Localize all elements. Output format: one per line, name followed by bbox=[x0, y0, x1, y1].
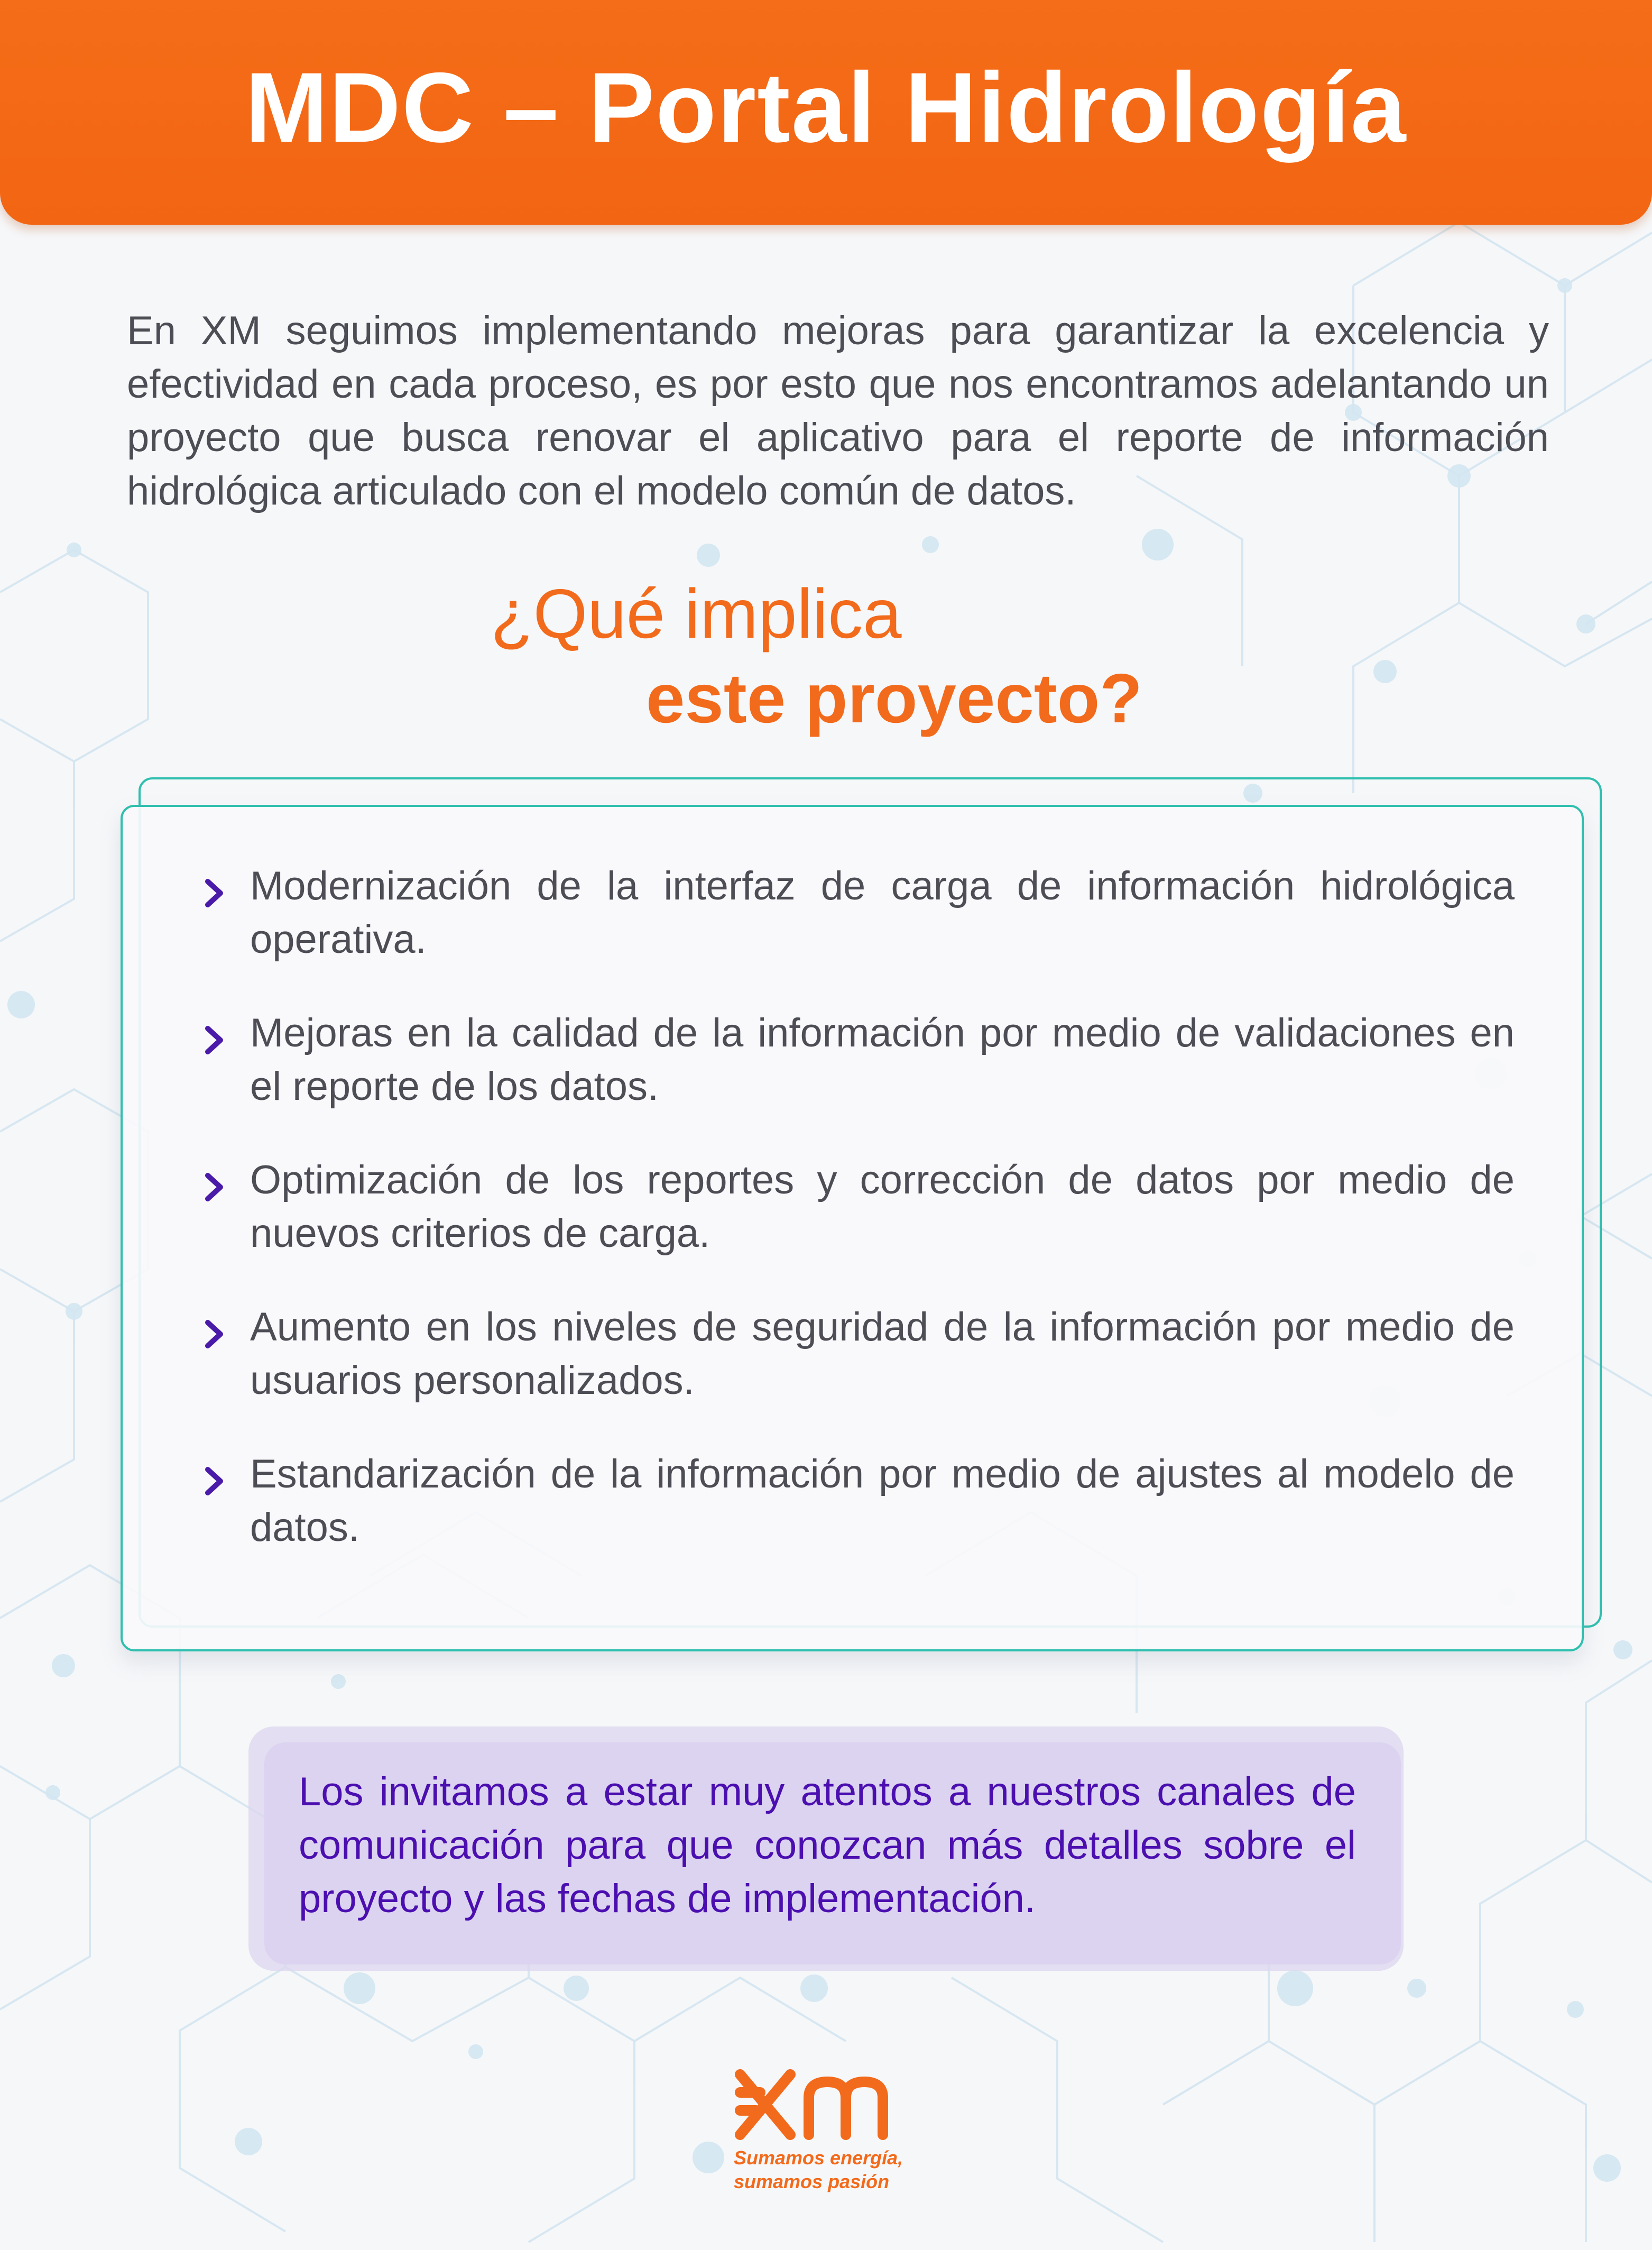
project-items-list bbox=[204, 859, 1515, 1594]
chevron-right-icon bbox=[204, 877, 225, 909]
section-heading-line-2: este proyecto? bbox=[646, 659, 1142, 737]
list-item bbox=[204, 1300, 1515, 1447]
chevron-right-icon bbox=[204, 1171, 225, 1203]
chevron-right-icon bbox=[204, 1465, 225, 1497]
chevron-right-icon bbox=[204, 1318, 225, 1350]
tagline-line-1: Sumamos energía, bbox=[734, 2147, 903, 2169]
list-item bbox=[204, 1006, 1515, 1153]
callout-text: Los invitamos a estar muy atentos a nuestros canales de comunicación para que conozcan más detalles sobre el proyecto y las fechas de implementación. bbox=[299, 1769, 1356, 1921]
chevron-right-icon bbox=[204, 1024, 225, 1056]
list-item-text: Optimización de los reportes y corrección de datos por medio de nuevos criterios de carga. bbox=[250, 1158, 1515, 1256]
section-heading-line-1: ¿Qué implica bbox=[491, 575, 902, 653]
list-item-text: Estandarización de la información por medio de ajustes al modelo de datos. bbox=[250, 1452, 1515, 1550]
tagline-line-2: sumamos pasión bbox=[734, 2171, 890, 2192]
list-item-text: Modernización de la interfaz de carga de información hidrológica operativa. bbox=[250, 864, 1515, 962]
xm-logo-mark bbox=[730, 2065, 930, 2144]
logo-tagline bbox=[734, 2146, 903, 2193]
intro-paragraph: En XM seguimos implementando mejoras para garantizar la excelencia y efectividad en cada proceso, es por esto que nos encontramos adelantando un proyecto que busca renovar el aplicativo para el reporte de información hidrológica articulado con el modelo común de datos. bbox=[127, 308, 1549, 513]
list-item bbox=[204, 859, 1515, 1006]
header-banner bbox=[0, 0, 1652, 225]
list-item-text: Aumento en los niveles de seguridad de la información por medio de usuarios personalizados. bbox=[250, 1305, 1515, 1403]
list-item bbox=[204, 1153, 1515, 1300]
list-item bbox=[204, 1447, 1515, 1594]
list-item-text: Mejoras en la calidad de la información por medio de validaciones en el reporte de los datos. bbox=[250, 1011, 1515, 1109]
page-title: MDC – Portal Hidrología bbox=[245, 51, 1407, 163]
